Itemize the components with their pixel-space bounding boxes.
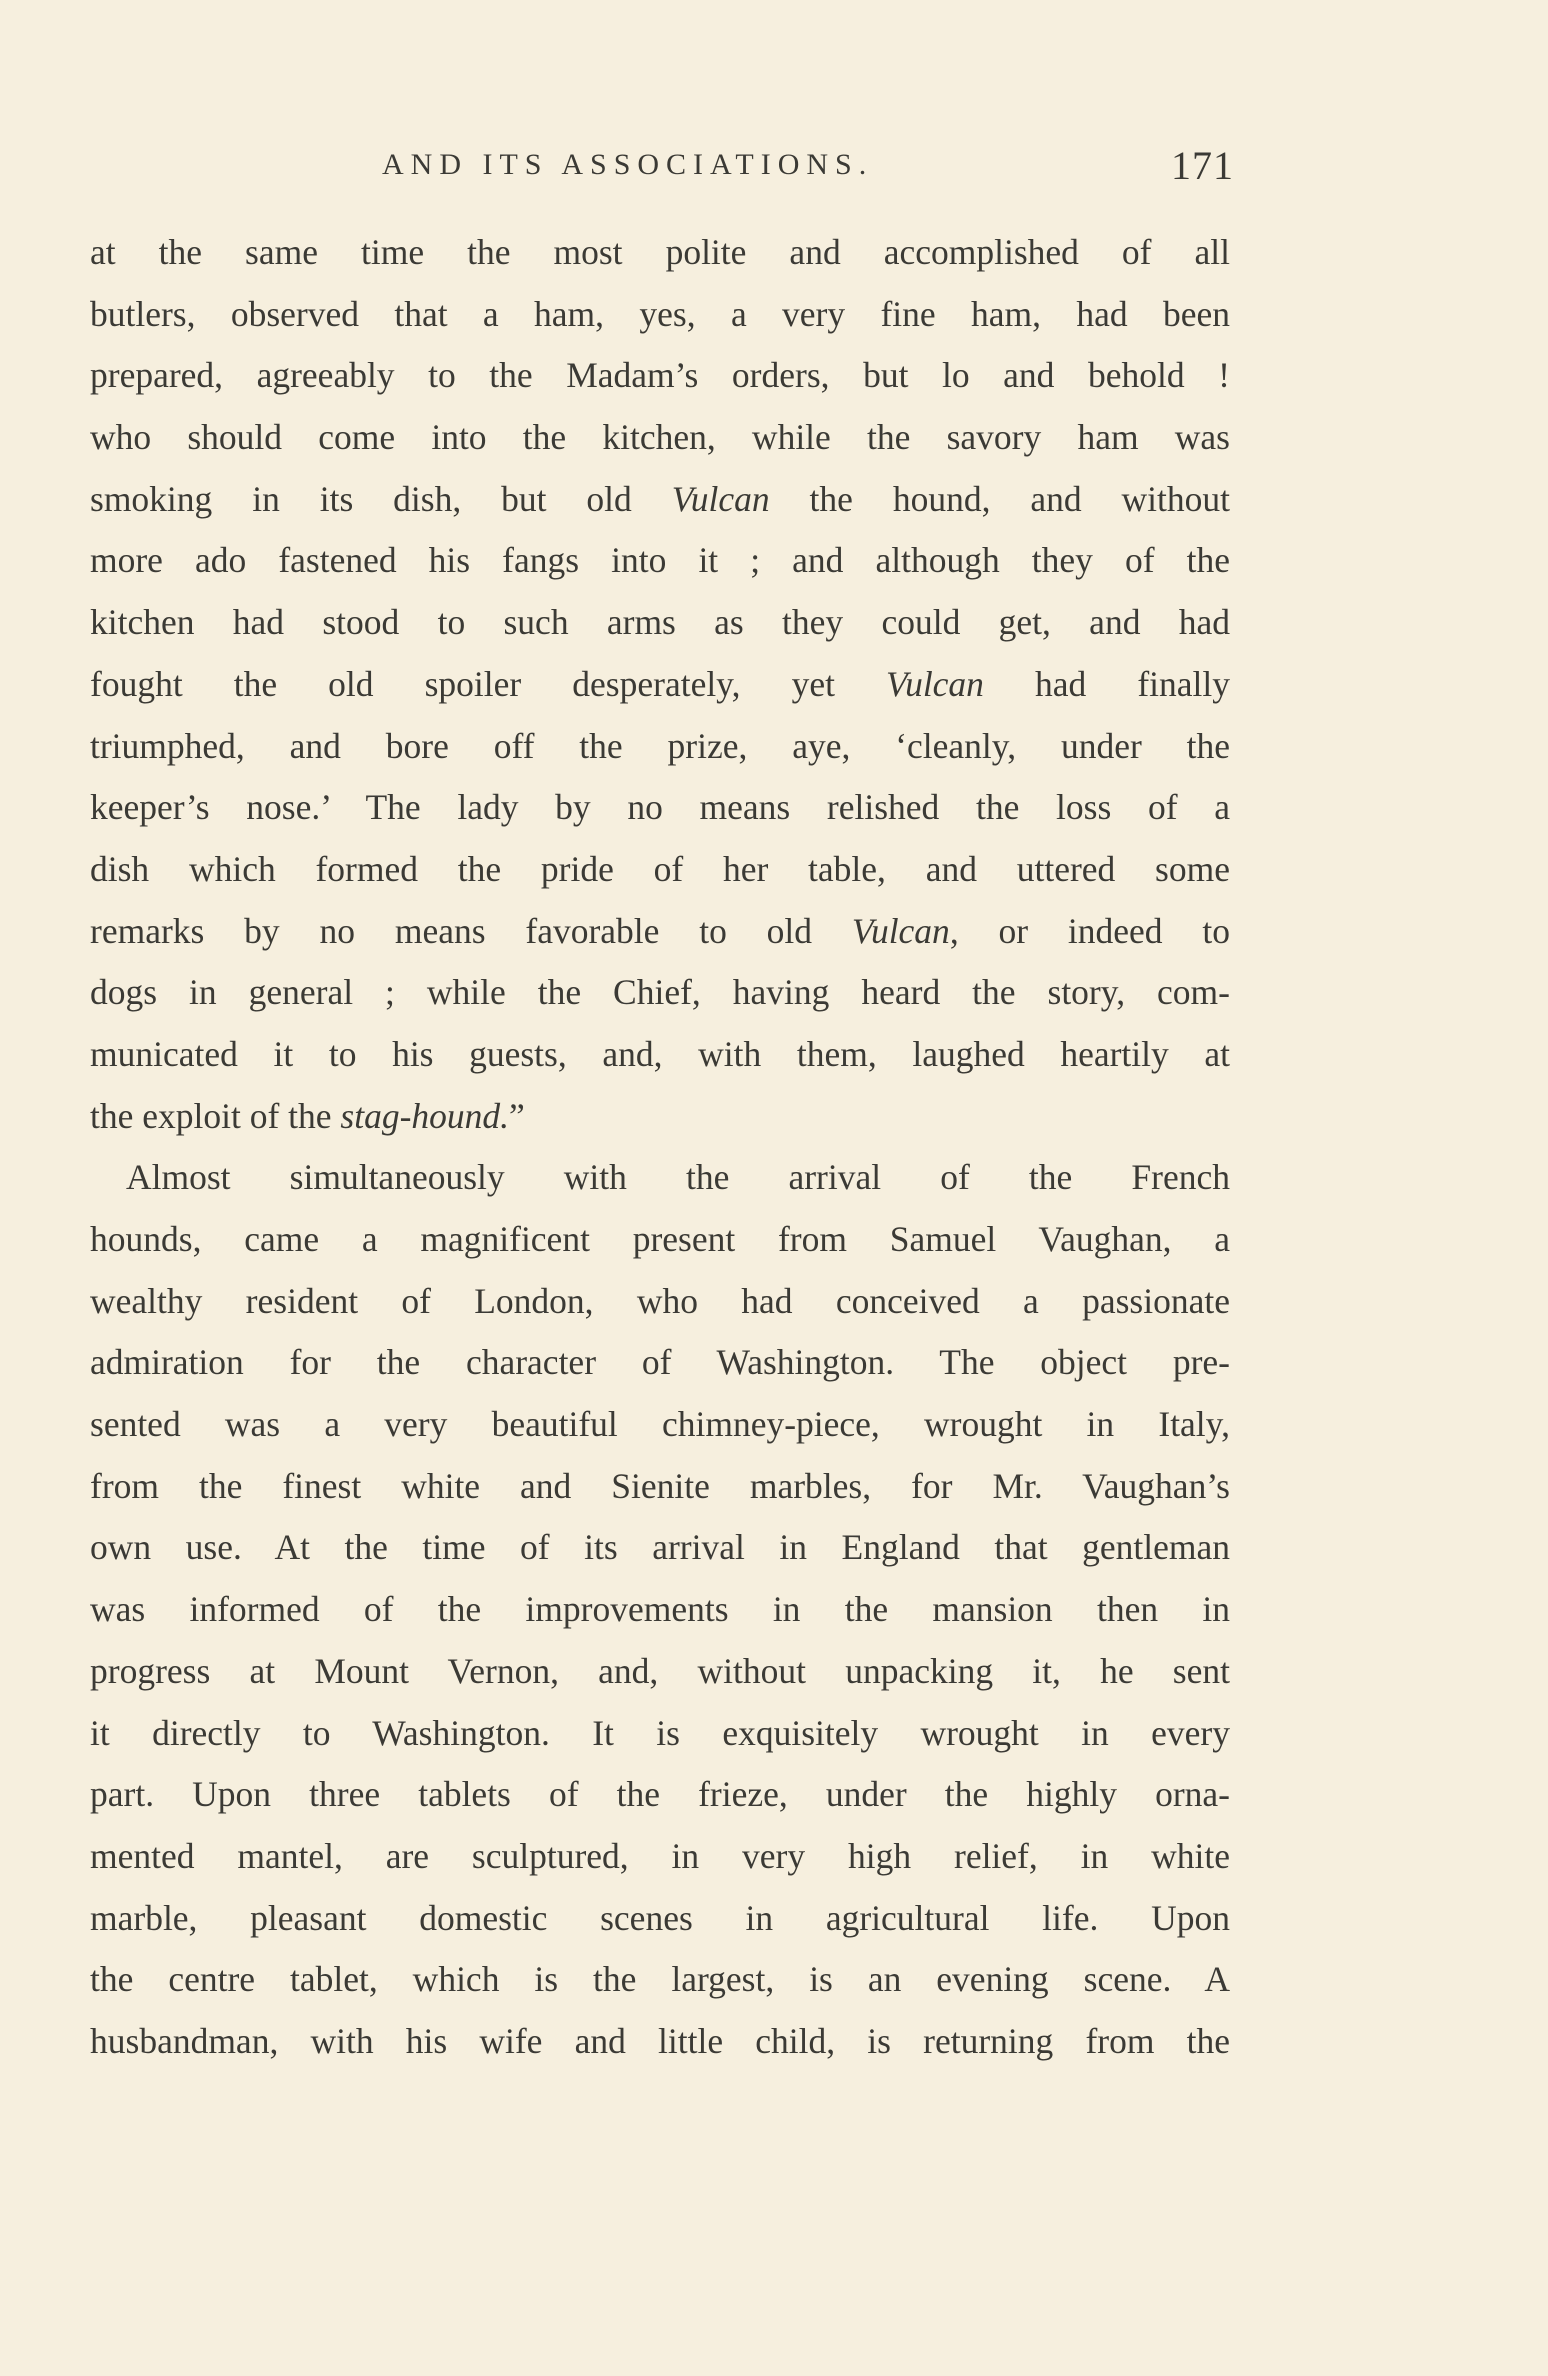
text-line: from the finest white and Sienite marbles, for Mr. Vaughan’s	[90, 1465, 1230, 1506]
text-line: prepared, agreeably to the Madam’s orders, but lo and behold !	[90, 355, 1230, 396]
text-line: part. Upon three tablets of the frieze, under the highly orna-	[90, 1774, 1230, 1815]
italic-name: Vulcan	[886, 663, 984, 704]
text-line: keeper’s nose.’ The lady by no means relished the loss of a	[90, 787, 1230, 828]
running-head	[382, 142, 1234, 192]
text-line-paragraph-start: Almost simultaneously with the arrival of the French	[126, 1157, 1230, 1198]
text-line: more ado fastened his fangs into it ; and although they of the	[90, 540, 1230, 581]
body-text	[90, 222, 1230, 2073]
italic-name: Vulcan	[851, 910, 950, 951]
italic-term: stag-hound.	[340, 1095, 510, 1136]
italic-name: Vulcan	[671, 478, 770, 519]
text-line: was informed of the improvements in the mansion then in	[90, 1589, 1230, 1630]
text-line: progress at Mount Vernon, and, without unpacking it, he sent	[90, 1650, 1230, 1691]
text-line: butlers, observed that a ham, yes, a very fine ham, had been	[90, 293, 1230, 334]
text-line: sented was a very beautiful chimney-piece, wrought in Italy,	[90, 1404, 1230, 1445]
text-line: kitchen had stood to such arms as they could get, and had	[90, 602, 1230, 643]
text-line: the centre tablet, which is the largest, is an evening scene. A	[90, 1959, 1230, 2000]
text-line: dish which formed the pride of her table, and uttered some	[90, 848, 1230, 889]
text-line: fought the old spoiler desperately, yet Vulcan had finally	[90, 663, 1230, 704]
text-line-paragraph-end: the exploit of the stag-hound.”	[90, 1095, 525, 1136]
text-line: remarks by no means favorable to old Vulcan, or indeed to	[90, 910, 1231, 951]
text-line: hounds, came a magnificent present from Samuel Vaughan, a	[90, 1219, 1230, 1259]
text-line: municated it to his guests, and, with them, laughed heartily at	[90, 1033, 1230, 1074]
text-line: admiration for the character of Washington. The object pre-	[90, 1342, 1230, 1383]
text-line: marble, pleasant domestic scenes in agricultural life. Upon	[90, 1897, 1230, 1938]
text-line: husbandman, with his wife and little child, is returning from the	[90, 2020, 1230, 2061]
page-number: 171	[1171, 143, 1234, 188]
running-title: AND ITS ASSOCIATIONS.	[382, 148, 874, 181]
text-line: own use. At the time of its arrival in England that gentleman	[90, 1527, 1230, 1568]
text-line: dogs in general ; while the Chief, having heard the story, com-	[90, 972, 1230, 1013]
text-line: at the same time the most polite and accomplished of all	[90, 232, 1230, 272]
text-line: smoking in its dish, but old Vulcan the hound, and without	[90, 478, 1230, 519]
text-line: triumphed, and bore off the prize, aye, ‘cleanly, under the	[90, 725, 1230, 766]
text-line: who should come into the kitchen, while the savory ham was	[90, 417, 1230, 458]
text-line: mented mantel, are sculptured, in very high relief, in white	[90, 1835, 1230, 1876]
text-line: wealthy resident of London, who had conceived a passionate	[90, 1280, 1230, 1321]
text-line: it directly to Washington. It is exquisitely wrought in every	[90, 1712, 1230, 1753]
